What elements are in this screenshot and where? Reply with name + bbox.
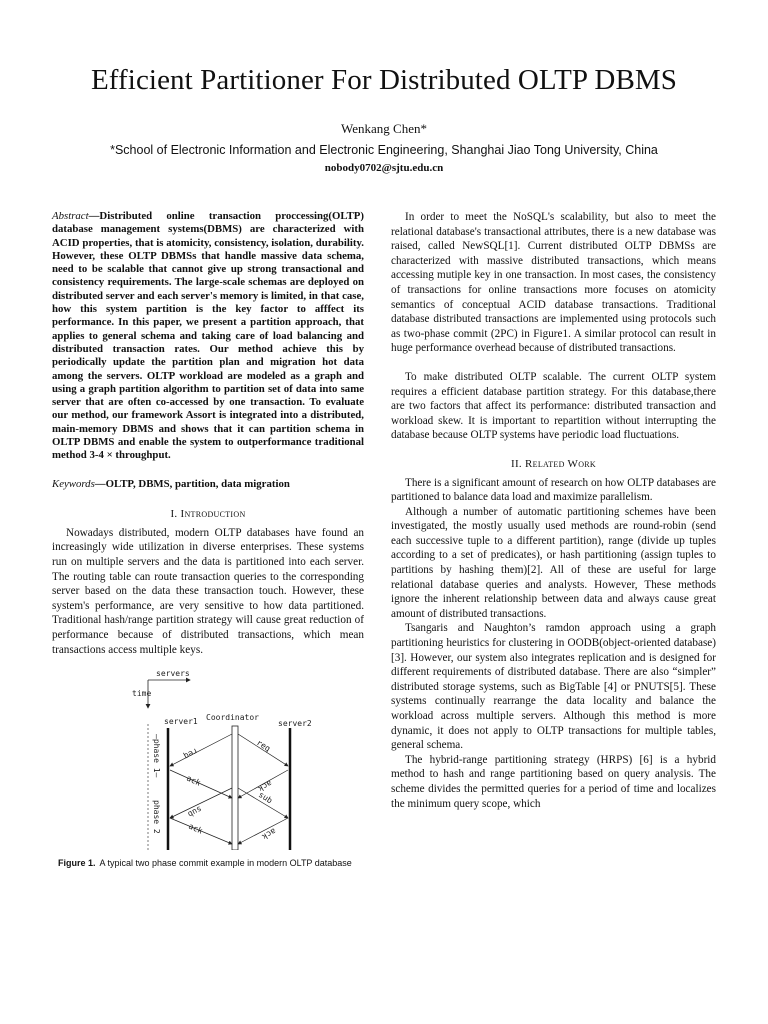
related-paragraph-4: The hybrid-range partitioning strategy (HRPS) [6] is a hybrid method to hash and range partitioning based on query analysis. The scheme divides the permitted queries for a period of time and localizes the minimum query scope, which — [391, 753, 716, 810]
paper-title: Efficient Partitioner For Distributed OLTP DBMS — [90, 64, 678, 96]
message-label: ack — [187, 821, 205, 836]
left-column — [52, 210, 364, 657]
ack2-arrow-server2 — [238, 818, 288, 844]
server1-label: server1 — [164, 717, 198, 726]
author-affiliation: *School of Electronic Information and Electronic Engineering, Shanghai Jiao Tong University, China — [110, 143, 658, 157]
phase-brackets — [148, 724, 161, 850]
message-label: ack — [185, 773, 203, 788]
server2-label: server2 — [278, 719, 312, 728]
figure-caption — [58, 858, 378, 868]
message-label: sub — [186, 804, 204, 819]
related-paragraph-3: Tsangaris and Naughton’s ramdon approach using a graph partitioning heuristics for clustering in OODB(object-oriented database)[3]. However, our system also integrates replication and is designed for different requirements of distributed database. There are also “simpler” distributed storage systems, such as BigTable [4] or PNUTS[5]. These systems continually rearrange the data locality and balance the workload across multiple servers. Although this method is more dynamic, it does not apply to OLTP transactions for multiple tables, general schema. — [391, 622, 716, 752]
keywords — [52, 477, 364, 492]
req-arrow-server1 — [170, 734, 232, 766]
abstract-text: —Distributed online transaction proccessing(OLTP) database management systems(DBMS) are characterized with ACID properties, that is atomicity, consistency, isolation, durability. However, these OLTP DBMSs that handle massive data schema, need to be scalable that cannot give up strong transactional and consistency requirements. The large-scale schemas are deployed on distributed server and each server's memory is limited, in that case, how this system partition is the key factor to afffect its performance. In this paper, we present a partition approach, that applies to general schema and taking care of load balancing and distributed transaction rates. Our method achieve this by periodically update the partition plan and migration hot data among the servers. OLTP workload are modeled as a graph and using a graph partition algorithm to partition set of data into same server that are often co-accessed by one transaction. To evaluate our method, our framework Assort is integrated into a distributed, main-memory DBMS and shows that it can partition schema in OLTP DBMS and enable the system to outperformance traditional method 3-4 × throughput. — [52, 210, 364, 462]
message-labels — [182, 738, 277, 841]
related-paragraph-1: There is a significant amount of research on how OLTP databases are partitioned to balance data load and maximize parallelism. — [391, 476, 716, 504]
two-phase-commit-figure — [128, 668, 328, 850]
message-label: req — [182, 746, 200, 761]
message-label: sub — [256, 790, 274, 806]
author-email[interactable]: nobody0702@sjtu.edu.cn — [324, 162, 444, 174]
abstract-label: Abstract — [52, 210, 89, 222]
related-paragraph-2: Although a number of automatic partitioning schemes have been investigated, the mostly usually used methods are round-robin (send each successive tuple to a different partition), range (divide up tuples according to a set of predicates), or hash partitioning (assign tuples to partitions by hashing them)[2]. All of these are useful for large relational database queries and analysts. However, These methods ignore the inherent relationship between data and always cause great amount of distributed transactions. — [391, 505, 716, 620]
section-heading-introduction: I. Introduction — [170, 508, 246, 521]
servers-axis-label: servers — [156, 669, 190, 678]
message-label: ack — [260, 826, 278, 842]
ack-arrow-server1 — [170, 770, 232, 798]
message-label: req — [254, 738, 272, 754]
keywords-text: —OLTP, DBMS, partition, data migration — [94, 477, 290, 490]
time-axis-label: time — [132, 689, 152, 698]
phase-1-label: —phase 1— — [152, 734, 161, 778]
figure-caption-label: Figure 1. — [58, 858, 96, 868]
coordinator-label: Coordinator — [206, 713, 259, 722]
coordinator-timeline — [232, 726, 238, 850]
intro-paragraph-1: Nowadays distributed, modern OLTP databases have found an increasingly wide utilization in diverse enterprises. These systems run on multiple servers and the data is partitioned into each server. The routing table can route transaction queries to the corresponding server based on the data these transaction touch. However, these system's performance, are very sensitive to how data partitioned. Traditional hash/range partition strategy will cause great reduction of performance because of distributed transactions, which mean transactions access multiple keys. — [52, 526, 364, 656]
message-label: ack — [256, 778, 274, 794]
right-column — [391, 210, 716, 811]
right-paragraph-2: To make distributed OLTP scalable. The current OLTP system requires a efficient database partition strategy. For this database,there are two factors that affect its performance: distributed transaction and workload skew. It is important to repartition without interrupting the database because OLTP systems have periodic load fluctuations. — [391, 370, 716, 442]
author-name: Wenkang Chen* — [341, 121, 427, 136]
section-heading-related-work: II. Related Work — [510, 457, 596, 470]
right-paragraph-1: In order to meet the NoSQL's scalability, but also to meet the relational database's transactional attributes, there is a new database was raised, called NewSQL[1]. Current distributed OLTP DBMSs are characterized with massive distributed transactions, which means accessing mutiple key in one transaction. In most cases, the consistency of transactions for online transactions more focuses on atomicity semantics of conceptual ACID database transactions. Traditional database distributed transactions are implemented using protocols such as two-phase commit (2PC) in Figure1. A similar protocol can result in huge performance overhead because of distributed transactions. — [391, 211, 716, 355]
keywords-label: Keywords — [52, 477, 95, 490]
phase-2-label: phase 2 — [152, 800, 161, 834]
figure-caption-text: A typical two phase commit example in modern OLTP database — [99, 858, 352, 868]
abstract — [52, 210, 364, 463]
